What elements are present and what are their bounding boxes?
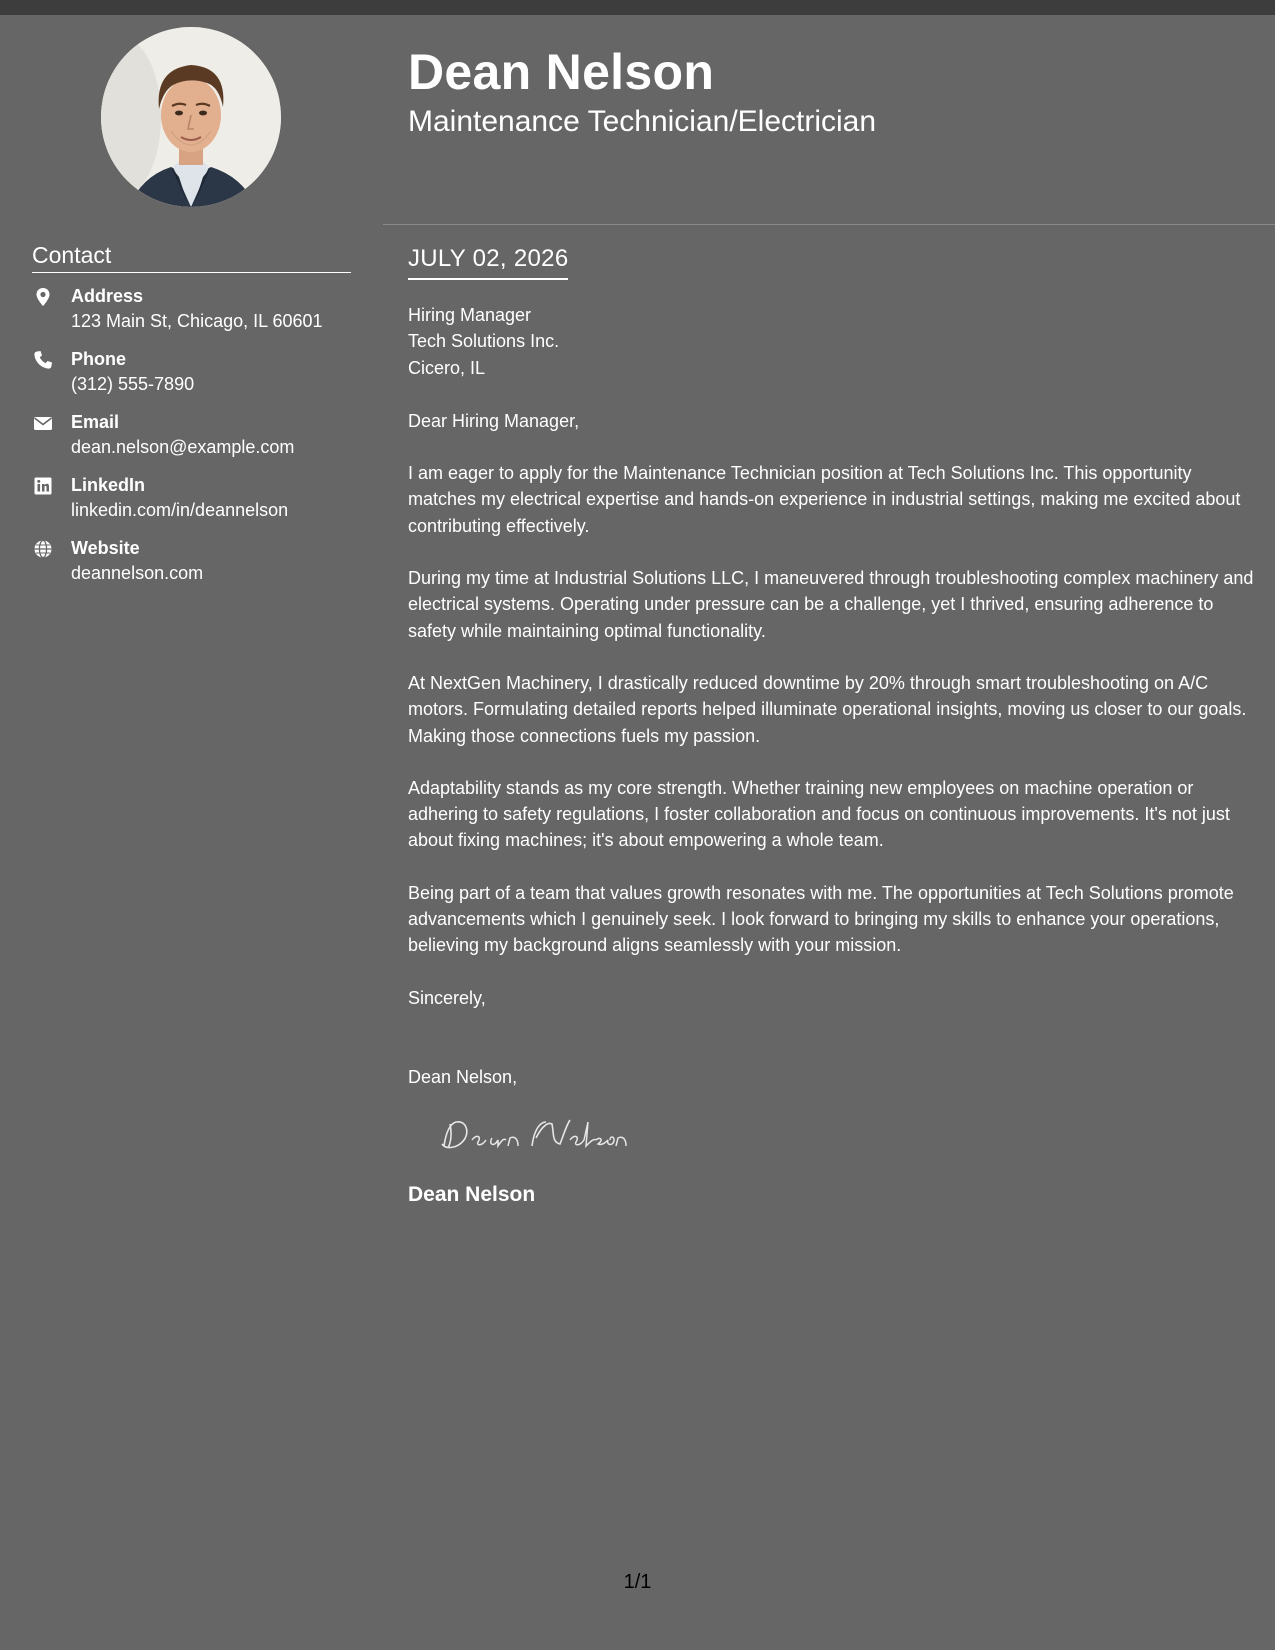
job-title: Maintenance Technician/Electrician bbox=[408, 105, 877, 138]
avatar bbox=[101, 27, 281, 207]
contact-item-email bbox=[32, 411, 362, 474]
sign-off-name: Dean Nelson, bbox=[408, 1066, 518, 1087]
location-pin-icon bbox=[33, 287, 53, 307]
contact-heading: Contact bbox=[32, 240, 351, 273]
letter-paragraph: During my time at Industrial Solutions LLC, I maneuvered through troubleshooting complex machinery and electrical systems. Operating under pressure can be a challenge, yet I thrived, ensuring adherence to safety while maintaining optimal functionality. bbox=[408, 568, 1254, 641]
printed-name: Dean Nelson bbox=[408, 1183, 536, 1207]
website-value: deannelson.com bbox=[71, 563, 204, 583]
recipient-block bbox=[408, 302, 1258, 381]
recipient-company: Tech Solutions Inc. bbox=[408, 331, 560, 352]
letter-paragraph: At NextGen Machinery, I drastically reduced downtime by 20% through smart troubleshooting on A/C motors. Formulating detailed reports helped illuminate operational insights, moving us closer to our goals. Making those connections fuels my passion. bbox=[408, 672, 1247, 746]
letter-paragraph: Adaptability stands as my core strength. Whether training new employees on machine operation or adhering to safety regulations, I foster collaboration and focus on continuous improvements. It's not just about fixing machines; it's about empowering a whole team. bbox=[408, 777, 1230, 851]
header-divider bbox=[383, 224, 1275, 225]
contact-label: Phone bbox=[71, 349, 127, 369]
linkedin-icon bbox=[33, 476, 53, 496]
contact-item-phone bbox=[32, 348, 362, 411]
phone-value: (312) 555-7890 bbox=[71, 374, 195, 394]
letter-date: JULY 02, 2026 bbox=[408, 244, 568, 280]
contact-label: Website bbox=[71, 538, 140, 558]
closing: Sincerely, bbox=[408, 987, 486, 1008]
globe-icon bbox=[33, 539, 53, 559]
address-value: 123 Main St, Chicago, IL 60601 bbox=[71, 311, 323, 331]
page-number: 1/1 bbox=[623, 1571, 652, 1593]
salutation: Dear Hiring Manager, bbox=[408, 410, 580, 431]
email-value: dean.nelson@example.com bbox=[71, 437, 295, 457]
contact-label: Email bbox=[71, 412, 120, 432]
contact-item-address bbox=[32, 285, 362, 348]
letter-paragraph: I am eager to apply for the Maintenance Technician position at Tech Solutions Inc. This opportunity matches my electrical expertise and hands-on experience in industrial settings, making me excited about contributing effectively. bbox=[408, 463, 1241, 536]
recipient-name: Hiring Manager bbox=[408, 305, 532, 325]
handwritten-signature bbox=[436, 1110, 636, 1156]
letter-paragraph: Being part of a team that values growth resonates with me. The opportunities at Tech Solutions promote advancements which I genuinely seek. I look forward to bringing my skills to enhance your operations, believing my background aligns seamlessly with your mission. bbox=[408, 882, 1234, 956]
contact-label: Address bbox=[71, 286, 144, 306]
applicant-name: Dean Nelson bbox=[408, 44, 715, 100]
phone-icon bbox=[33, 350, 53, 370]
contact-list bbox=[32, 285, 362, 600]
contact-item-website bbox=[32, 537, 362, 600]
contact-item-linkedin bbox=[32, 474, 362, 537]
envelope-icon bbox=[33, 413, 53, 433]
top-bar bbox=[0, 0, 1275, 15]
letter-body bbox=[408, 302, 1258, 1208]
linkedin-value: linkedin.com/in/deannelson bbox=[71, 500, 289, 520]
recipient-location: Cicero, IL bbox=[408, 357, 486, 378]
contact-label: LinkedIn bbox=[71, 475, 146, 495]
